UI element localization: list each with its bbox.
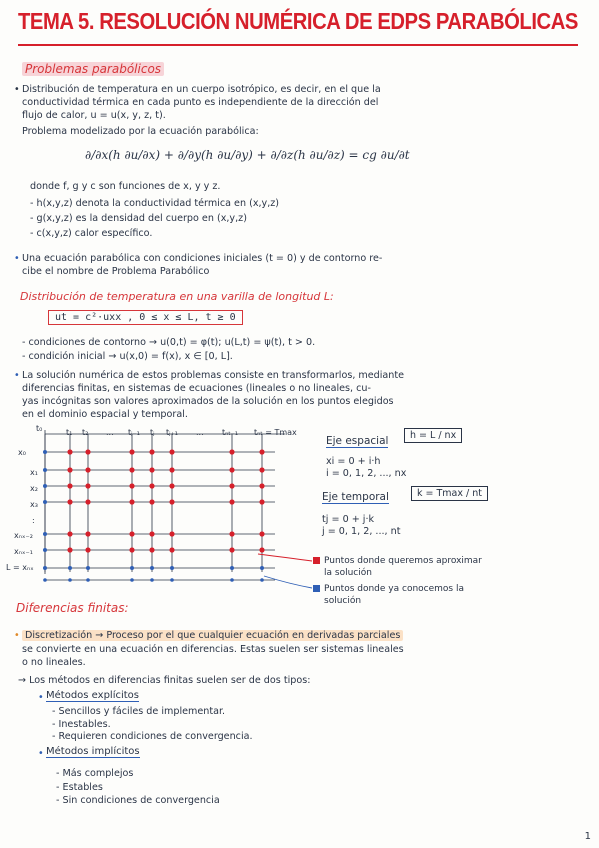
problemas-bullet: • [14,84,20,95]
unknown-point [169,531,174,536]
unknown-point [85,449,90,454]
known-point [43,500,47,504]
eje-temporal-line-1: tj = 0 + j·k [322,514,375,525]
unknown-point [259,531,264,536]
unknown-point [229,531,234,536]
ecuacion-line-2: cibe el nombre de Problema Parabólico [22,266,210,277]
definition-g: - g(x,y,z) es la densidad del cuerpo en (x,y,z) [30,213,247,224]
left-label-xnx-2: xₙₓ₋₂ [14,531,33,540]
known-point [150,566,154,570]
known-point [170,566,174,570]
definition-h: - h(x,y,z) denota la conductividad térmica en (x,y,z) [30,198,280,209]
top-label-dots-2: ... [196,428,204,437]
ecuacion-bullet: • [14,253,20,264]
unknown-point [129,449,134,454]
legend-blue-text: Puntos donde ya conocemos la solución [324,584,464,606]
unknown-point [169,499,174,504]
section-distribucion: Distribución de temperatura en una varilla de longitud L: [20,290,334,303]
known-point [68,566,72,570]
known-point [43,450,47,454]
known-point [43,578,47,582]
condicion-inicial: - condición inicial → u(x,0) = f(x), x ∈ [0, L]. [22,351,233,362]
unknown-point [149,531,154,536]
implicitos-bullet: • [38,748,44,759]
top-label-tj: tⱼ [150,428,155,437]
unknown-point [85,547,90,552]
known-point [130,566,134,570]
unknown-point [85,483,90,488]
unknown-point [85,467,90,472]
page-title: TEMA 5. RESOLUCIÓN NUMÉRICA DE EDPS PARABÓLICAS [18,8,578,34]
solucion-line-2: diferencias finitas, en sistemas de ecuaciones (lineales o no lineales, cu- [22,383,371,394]
left-label-x2: x₂ [30,484,38,493]
known-point [230,578,234,582]
unknown-point [259,483,264,488]
explicitos-item-1: - Sencillos y fáciles de implementar. [52,706,226,717]
unknown-point [67,499,72,504]
unknown-point [149,499,154,504]
ecuacion-line-1: Una ecuación parabólica con condiciones iniciales (t = 0) y de contorno re- [22,253,383,264]
explicitos-item-3: - Requieren condiciones de convergencia. [52,731,253,742]
page-number: 1 [584,831,591,842]
implicitos-item-1: - Más complejos [56,768,134,779]
known-point [68,578,72,582]
unknown-point [259,499,264,504]
unknown-point [149,467,154,472]
legend-red-arrow [258,554,312,561]
top-label-t2: t₂ [82,428,89,437]
unknown-point [67,467,72,472]
known-point [43,548,47,552]
eje-temporal-line-2: j = 0, 1, 2, ..., nt [322,526,401,537]
unknown-point [85,531,90,536]
known-point [230,566,234,570]
legend-blue-arrow [264,576,312,588]
unknown-point [169,483,174,488]
solucion-line-4: en el dominio espacial y temporal. [22,409,188,420]
solucion-line-3: yas incógnitas son valores aproximados de la solución en los puntos elegidos [22,396,394,407]
unknown-point [129,547,134,552]
section-diferencias: Diferencias finitas: [16,601,129,615]
unknown-point [169,547,174,552]
known-point [43,566,47,570]
eje-espacial-line-1: xi = 0 + i·h [326,456,381,467]
left-label-xnx-1: xₙₓ₋₁ [14,547,33,556]
main-equation: ∂/∂x(h ∂u/∂x) + ∂/∂y(h ∂u/∂y) + ∂/∂z(h ∂u/∂z) = cg ∂u/∂t [85,148,410,162]
legend-red-text: Puntos donde queremos aproximar la solución [324,556,482,578]
unknown-point [169,449,174,454]
discretizacion-line-3: o no lineales. [22,657,86,668]
discretizacion-line-1 [22,630,403,641]
definition-c: - c(x,y,z) calor específico. [30,228,153,239]
known-point [43,532,47,536]
implicitos-item-3: - Sin condiciones de convergencia [56,795,220,806]
unknown-point [259,449,264,454]
unknown-point [85,499,90,504]
solucion-bullet: • [14,370,20,381]
known-point [86,578,90,582]
left-label-x1: x₁ [30,468,38,477]
top-label-t1: t₁ [66,428,73,437]
unknown-point [67,531,72,536]
top-label-dots-1: ... [106,428,114,437]
donde-line: donde f, g y c son funciones de x, y y z. [30,181,221,192]
implicitos-title: Métodos implícitos [46,746,140,757]
discretizacion-line-2: se convierte en una ecuación en diferencias. Estas suelen ser sistemas lineales [22,644,404,655]
eje-temporal-label: Eje temporal [322,491,389,503]
legend-arrows [250,550,320,590]
boxed-heat-equation: ut = c²·uxx , 0 ≤ x ≤ L, t ≥ 0 [48,310,243,325]
top-label-tnt: tₙₜ = Tmax [254,428,297,437]
grid-points [43,449,265,581]
left-label-x0: x₀ [18,448,26,457]
explicitos-item-2: - Inestables. [52,719,111,730]
solucion-line-1: La solución numérica de estos problemas consiste en transformarlos, mediante [22,370,405,381]
unknown-point [229,467,234,472]
unknown-point [169,467,174,472]
known-point [43,468,47,472]
top-label-tj-1: tⱼ₋₁ [128,428,140,437]
explicitos-bullet: • [38,692,44,703]
unknown-point [259,467,264,472]
implicitos-item-2: - Estables [56,782,103,793]
discretizacion-bullet: • [14,630,20,641]
section-problemas-label: Problemas parabólicos [22,62,164,76]
left-label-x3: x₃ [30,500,38,509]
unknown-point [67,547,72,552]
known-point [86,566,90,570]
metodos-intro: → Los métodos en diferencias finitas suelen ser de dos tipos: [18,675,311,686]
unknown-point [67,449,72,454]
unknown-point [129,499,134,504]
known-point [43,484,47,488]
unknown-point [149,483,154,488]
unknown-point [129,531,134,536]
problemas-line-3: flujo de calor, u = u(x, y, z, t). [22,110,166,121]
problemas-line-1: Distribución de temperatura en un cuerpo isotrópico, es decir, en el que la [22,84,381,95]
unknown-point [229,499,234,504]
unknown-point [129,483,134,488]
unknown-point [229,449,234,454]
k-box: k = Tmax / nt [411,486,488,501]
top-label-tnt-1: tₙₜ₋₁ [222,428,239,437]
unknown-point [149,547,154,552]
known-point [130,578,134,582]
unknown-point [229,547,234,552]
section-problemas [22,62,164,76]
title-underline [18,44,578,46]
unknown-point [229,483,234,488]
unknown-point [149,449,154,454]
top-label-tj+1: tⱼ₊₁ [166,428,178,437]
unknown-point [67,483,72,488]
top-label-t0: t₀ [36,424,43,433]
grid-lines [45,430,285,580]
known-point [170,578,174,582]
known-point [150,578,154,582]
eje-espacial-label: Eje espacial [326,435,389,447]
h-box: h = L / nx [404,428,462,443]
unknown-point [129,467,134,472]
left-label-dots: : [32,516,35,525]
problemas-line-4: Problema modelizado por la ecuación parabólica: [22,126,259,137]
problemas-line-2: conductividad térmica en cada punto es independiente de la dirección del [22,97,379,108]
left-label-L: L = xₙₓ [6,563,34,572]
eje-espacial-line-2: i = 0, 1, 2, ..., nx [326,468,407,479]
condicion-contorno: - condiciones de contorno → u(0,t) = φ(t); u(L,t) = ψ(t), t > 0. [22,337,316,348]
explicitos-title: Métodos explícitos [46,690,139,701]
discretizacion-line-1-text: Discretización → Proceso por el que cualquier ecuación en derivadas parciales [22,630,403,641]
